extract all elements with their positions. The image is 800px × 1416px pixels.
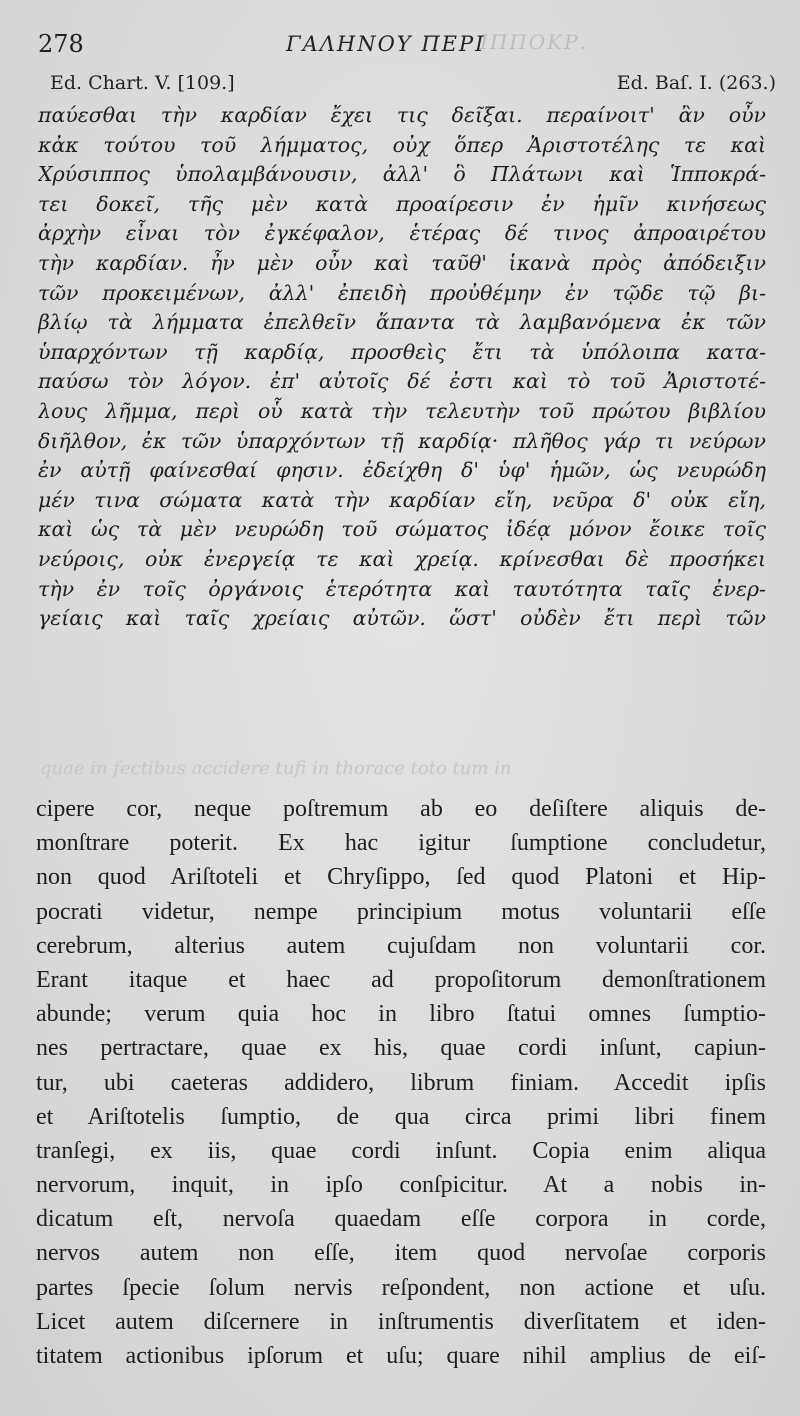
greek-text-line: τῶν προκειμένων, ἀλλ' ἐπειδὴ προὐθέμην ἐν τῷδε τῷ βι- [38, 280, 766, 305]
greek-text-line: νεύροις, οὐκ ἐνεργείᾳ τε καὶ χρείᾳ. κρίνεσθαι δὲ προσήκει [38, 546, 766, 571]
latin-text-line: cerebrum, alterius autem cujuſdam non voluntarii cor. [36, 932, 766, 959]
greek-text-line: παύεσθαι τὴν καρδίαν ἔχει τις δεῖξαι. περαίνοιτ' ἂν οὖν [38, 103, 766, 127]
latin-text-line: Erant itaque et haec ad propoſitorum demonſtrationem [36, 966, 766, 993]
greek-text-line: τὴν καρδίαν. ἦν μὲν οὖν καὶ ταῦθ' ἱκανὰ πρὸς ἀπόδειξιν [38, 250, 766, 275]
latin-text-line: nervos autem non eſſe, item quod nervoſae corporis [36, 1240, 766, 1267]
greek-text-line: ὑπαρχόντων τῇ καρδίᾳ, προσθεὶς ἔτι τὰ ὑπόλοιπα κατα- [38, 339, 766, 364]
greek-text-line: βλίῳ τὰ λήμματα ἐπελθεῖν ἅπαντα τὰ λαμβανόμενα ἐκ τῶν [38, 310, 766, 335]
latin-text-line: non quod Ariſtoteli et Chryſippo, ſed quod Platoni et Hip- [36, 864, 766, 891]
latin-text-line: titatem actionibus ipſorum et uſu; quare nihil amplius de eiſ- [36, 1343, 766, 1369]
page-number: 278 [38, 30, 84, 58]
latin-text-line: nervorum, inquit, in ipſo conſpicitur. At a nobis in- [36, 1172, 766, 1199]
latin-text-line: partes ſpecie ſolum nervis reſpondent, non actione et uſu. [36, 1274, 766, 1301]
latin-text-line: monſtrare poterit. Ex hac igitur ſumptione concludetur, [36, 830, 766, 857]
greek-text-line: μέν τινα σώματα κατὰ τὴν καρδίαν εἴη, νεῦρα δ' οὐκ εἴη, [38, 487, 766, 512]
edition-reference-chartier: Ed. Chart. V. [109.] [50, 72, 235, 94]
show-through-text: ΙΠΠΟΚΡ. [480, 30, 588, 54]
greek-text-line: τει δοκεῖ, τῆς μὲν κατὰ προαίρεσιν ἐν ἡμῖν κινήσεως [38, 191, 766, 216]
latin-text-line: dicatum eſt, nervoſa quaedam eſſe corpora in corde, [36, 1206, 766, 1233]
greek-text-line: λους λῆμμα, περὶ οὗ κατὰ τὴν τελευτὴν τοῦ πρώτου βιβλίου [38, 398, 766, 423]
greek-text-line: κἀκ τούτου τοῦ λήμματος, οὐχ ὅπερ Ἀριστοτέλης τε καὶ [38, 132, 766, 157]
latin-text-line: cipere cor, neque poſtremum ab eo deſiſtere aliquis de- [36, 796, 766, 822]
greek-text-line: τὴν ἐν τοῖς ὀργάνοις ἑτερότητα καὶ ταυτότητα ταῖς ἐνερ- [38, 576, 766, 601]
greek-text-line: ἀρχὴν εἶναι τὸν ἐγκέφαλον, ἑτέρας δέ τινος ἀπροαιρέτου [38, 221, 766, 246]
latin-text-line: tur, ubi caeteras addidero, librum finiam. Accedit ipſis [36, 1069, 766, 1096]
greek-text-line: ἐν αὐτῇ φαίνεσθαί φησιν. ἐδείχθη δ' ὑφ' ἡμῶν, ὡς νευρώδη [38, 458, 766, 483]
latin-text-line: abunde; verum quia hoc in libro ſtatui omnes ſumptio- [36, 1001, 766, 1028]
running-head: ΓΑΛΗΝΟΥ ΠΕΡΙ [286, 32, 486, 56]
edition-reference-line [38, 72, 776, 98]
greek-text-block [38, 101, 766, 634]
greek-text-line: καὶ ὡς τὰ μὲν νευρώδη τοῦ σώματος ἰδέᾳ μόνον ἔοικε τοῖς [38, 517, 766, 542]
greek-text-line: παύσω τὸν λόγον. ἐπ' αὐτοῖς δέ ἐστι καὶ τὸ τοῦ Ἀριστοτέ- [38, 369, 766, 394]
page-header [38, 30, 778, 60]
show-through-text: quae in fectibus accidere tufi in thorace toto tum in [40, 758, 512, 779]
greek-text-line: διῆλθον, ἐκ τῶν ὑπαρχόντων τῇ καρδίᾳ· πλῆθος γάρ τι νεύρων [38, 428, 766, 453]
latin-text-line: et Ariſtotelis ſumptio, de qua circa primi libri finem [36, 1103, 766, 1130]
greek-text-line: Χρύσιππος ὑπολαμβάνουσιν, ἀλλ' ὃ Πλάτωνι καὶ Ἱπποκρά- [38, 162, 766, 187]
latin-text-line: pocrati videtur, nempe principium motus voluntarii eſſe [36, 898, 766, 925]
edition-reference-basel: Ed. Baſ. I. (263.) [616, 72, 776, 94]
latin-text-line: nes pertractare, quae ex his, quae cordi inſunt, capiun- [36, 1035, 766, 1062]
latin-text-block [36, 792, 766, 1373]
latin-text-line: tranſegi, ex iis, quae cordi inſunt. Copia enim aliqua [36, 1137, 766, 1164]
latin-text-line: Licet autem diſcernere in inſtrumentis diverſitatem et iden- [36, 1308, 766, 1335]
greek-text-line: γείαις καὶ ταῖς χρείαις αὐτῶν. ὥστ' οὐδὲν ἔτι περὶ τῶν [38, 606, 766, 631]
